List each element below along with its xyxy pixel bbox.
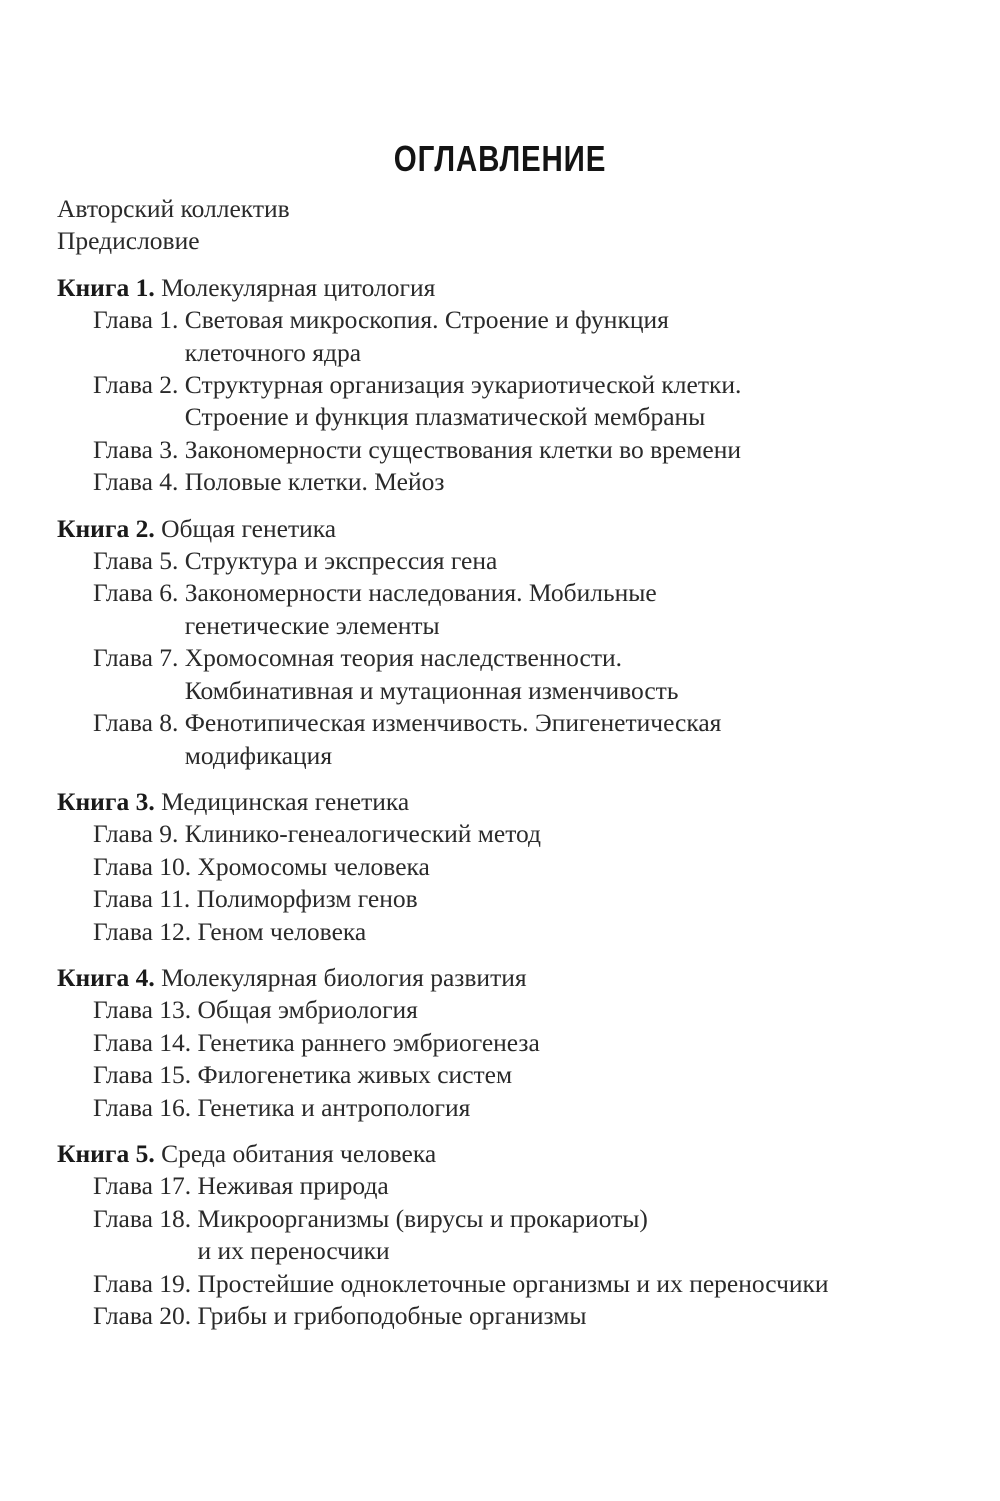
chapter-title	[198, 1059, 937, 1091]
chapter-label: Глава 8.	[93, 708, 185, 738]
chapter-entry[interactable]	[57, 642, 937, 707]
book-label: Книга 5.	[57, 1138, 155, 1168]
chapter-title	[198, 1268, 937, 1300]
chapter-title-line: Неживая природа	[197, 1171, 389, 1201]
book-section	[57, 272, 937, 499]
book-title: Среда обитания человека	[161, 1138, 437, 1168]
chapter-entry[interactable]	[57, 466, 937, 498]
chapter-title	[198, 851, 937, 883]
chapter-label: Глава 5.	[93, 546, 185, 576]
chapter-label: Глава 19.	[93, 1268, 198, 1298]
chapter-title-line: Половые клетки. Мейоз	[184, 467, 445, 497]
chapter-entry[interactable]	[57, 1170, 937, 1202]
book-section	[57, 513, 937, 772]
book-section	[57, 786, 937, 948]
chapter-label: Глава 7.	[93, 643, 185, 673]
chapter-label: Глава 4.	[93, 467, 185, 497]
book-heading[interactable]	[57, 272, 937, 304]
chapter-title-line: Строение и функция плазматической мембраны	[184, 402, 706, 432]
chapter-entry[interactable]	[57, 304, 937, 369]
chapter-label: Глава 10.	[93, 851, 198, 881]
chapter-entry[interactable]	[57, 577, 937, 642]
chapter-title-line: Фенотипическая изменчивость. Эпигенетическая	[184, 708, 722, 738]
chapter-title-line: Закономерности наследования. Мобильные	[184, 578, 657, 608]
chapter-title-line: Генетика раннего эмбриогенеза	[197, 1027, 540, 1057]
chapter-title	[185, 818, 937, 850]
chapter-entry[interactable]	[57, 1027, 937, 1059]
chapter-label: Глава 18.	[93, 1203, 198, 1233]
chapter-label: Глава 2.	[93, 370, 185, 400]
book-label: Книга 1.	[57, 272, 155, 302]
chapter-title	[185, 642, 937, 707]
chapter-entry[interactable]	[57, 707, 937, 772]
chapter-title-line: Закономерности существования клетки во времени	[184, 434, 741, 464]
chapter-label: Глава 16.	[93, 1092, 198, 1122]
chapter-label: Глава 9.	[93, 819, 185, 849]
chapter-label: Глава 3.	[93, 434, 185, 464]
chapter-title-line: клеточного ядра	[184, 337, 362, 367]
chapter-title-line: Полиморфизм генов	[196, 884, 418, 914]
chapter-title	[185, 545, 937, 577]
book-heading[interactable]	[57, 1138, 937, 1170]
table-of-contents	[57, 193, 937, 1332]
chapter-label: Глава 13.	[93, 995, 198, 1025]
chapter-title-line: модификация	[184, 740, 333, 770]
book-label: Книга 4.	[57, 962, 155, 992]
chapter-title-line: Общая эмбриология	[197, 995, 418, 1025]
chapter-label: Глава 20.	[93, 1301, 198, 1330]
chapter-title	[185, 304, 937, 369]
chapter-title-line: Геном человека	[197, 916, 367, 946]
chapter-title-line: Микроорганизмы (вирусы и прокариоты)	[197, 1203, 648, 1233]
book-section	[57, 1138, 937, 1332]
chapter-title-line: Грибы и грибоподобные организмы	[197, 1301, 587, 1330]
chapter-title	[198, 994, 937, 1026]
chapter-title-line: генетические элементы	[184, 610, 440, 640]
chapter-entry[interactable]	[57, 434, 937, 466]
chapter-label: Глава 17.	[93, 1171, 198, 1201]
front-matter-preface[interactable]: Предисловие	[57, 226, 200, 256]
chapter-label: Глава 14.	[93, 1027, 198, 1057]
chapter-entry[interactable]	[57, 1268, 937, 1300]
chapter-entry[interactable]	[57, 1203, 937, 1268]
chapter-title	[197, 883, 937, 915]
front-matter-authors[interactable]: Авторский коллектив	[57, 194, 290, 223]
chapter-title-line: Структурная организация эукариотической клетки.	[184, 370, 742, 400]
chapter-title-line: Простейшие одноклеточные организмы и их переносчики	[197, 1268, 829, 1298]
chapter-label: Глава 6.	[93, 578, 185, 608]
chapter-entry[interactable]	[57, 1059, 937, 1091]
chapter-title-line: Генетика и антропология	[197, 1092, 471, 1122]
chapter-title-line: Комбинативная и мутационная изменчивость	[184, 675, 679, 705]
chapter-title	[185, 466, 937, 498]
chapter-entry[interactable]	[57, 916, 937, 948]
chapter-title	[198, 916, 937, 948]
chapter-title-line: Хромосомы человека	[197, 851, 430, 881]
book-heading[interactable]	[57, 513, 937, 545]
chapter-entry[interactable]	[57, 851, 937, 883]
chapter-title	[185, 577, 937, 642]
chapter-title	[198, 1203, 937, 1268]
book-heading[interactable]	[57, 786, 937, 818]
chapter-title-line: Световая микроскопия. Строение и функция	[184, 305, 669, 335]
chapter-title-line: Филогенетика живых систем	[197, 1060, 513, 1090]
books-list	[57, 272, 937, 1333]
book-label: Книга 2.	[57, 513, 155, 543]
chapter-label: Глава 11.	[93, 884, 197, 914]
chapter-entry[interactable]	[57, 545, 937, 577]
chapter-title-line: Клинико-генеалогический метод	[184, 819, 542, 849]
book-label: Книга 3.	[57, 786, 155, 816]
page-title: ОГЛАВЛЕНИЕ	[393, 138, 607, 179]
book-heading[interactable]	[57, 962, 937, 994]
chapter-entry[interactable]	[57, 369, 937, 434]
chapter-title	[185, 707, 937, 772]
book-title: Общая генетика	[161, 513, 337, 543]
chapter-title	[198, 1300, 937, 1332]
book-title: Медицинская генетика	[161, 786, 410, 816]
chapter-label: Глава 1.	[93, 305, 185, 335]
chapter-title	[185, 369, 937, 434]
chapter-label: Глава 15.	[93, 1060, 198, 1090]
chapter-title	[198, 1170, 937, 1202]
chapter-title-line: Структура и экспрессия гена	[184, 546, 498, 576]
chapter-title-line: и их переносчики	[197, 1236, 390, 1266]
book-title: Молекулярная биология развития	[161, 962, 527, 992]
chapter-title	[198, 1027, 937, 1059]
chapter-entry[interactable]	[57, 883, 937, 915]
chapter-title-line: Хромосомная теория наследственности.	[184, 643, 623, 673]
book-section	[57, 962, 937, 1124]
chapter-entry[interactable]	[57, 818, 937, 850]
chapter-entry[interactable]	[57, 994, 937, 1026]
chapter-title	[185, 434, 937, 466]
chapter-label: Глава 12.	[93, 916, 198, 946]
book-title: Молекулярная цитология	[161, 272, 436, 302]
chapter-entry[interactable]	[57, 1300, 937, 1332]
chapter-title	[198, 1092, 937, 1124]
chapter-entry[interactable]	[57, 1092, 937, 1124]
